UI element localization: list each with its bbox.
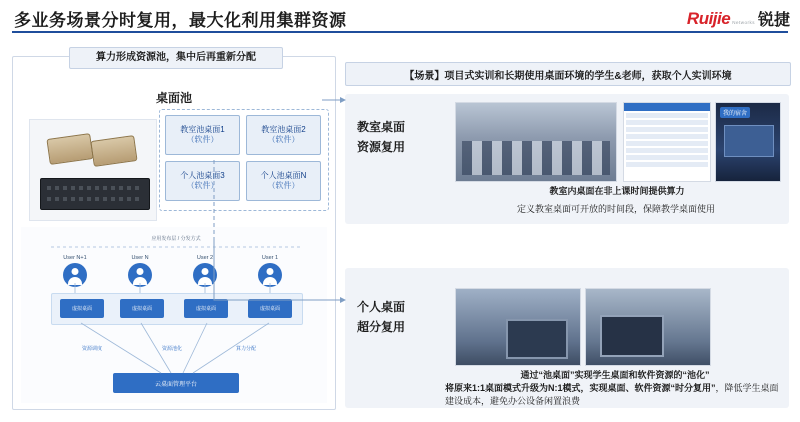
dorm-desktop-photo [715, 102, 781, 182]
dorm-badge-label: 我的宿舍 [720, 107, 750, 118]
table-header-bar [624, 103, 710, 111]
virtual-desktop-chip[interactable]: 虚拟桌面 [248, 299, 292, 318]
pool-box-label: 教室池桌面1 [180, 125, 225, 134]
virtual-desktop-chip[interactable]: 虚拟桌面 [60, 299, 104, 318]
pool-box-sublabel: （软件） [267, 181, 300, 190]
user-label: User N+1 [63, 255, 87, 261]
table-row [626, 155, 708, 160]
server-module-icon [46, 133, 93, 165]
pool-row [165, 161, 321, 201]
dorm-screen-icon [724, 125, 774, 157]
pool-row [165, 115, 321, 155]
personal-block-title-line1: 个人桌面 [357, 300, 406, 314]
personal-caption-mixed [445, 382, 785, 408]
virtual-desktop-chip[interactable]: 虚拟桌面 [120, 299, 164, 318]
header-divider [12, 31, 788, 33]
classroom-reuse-block [345, 94, 789, 224]
user-label: User 1 [261, 255, 279, 261]
desktop-pool-grid [165, 115, 321, 207]
table-row [626, 162, 708, 167]
diagram-connectors [21, 227, 327, 403]
architecture-diagram [21, 227, 327, 403]
table-row [626, 127, 708, 132]
pool-box-personal-3[interactable] [165, 161, 240, 201]
personal-caption-bold: 将原来1:1桌面模式升级为N:1模式，实现桌面、软件资源“时分复用” [445, 383, 716, 393]
table-row [626, 141, 708, 146]
classroom-block-title-line1: 教室桌面 [357, 120, 406, 134]
scenario-banner: 【场景】项目式实训和长期使用桌面环境的学生&老师，获取个人实训环境 [345, 62, 791, 86]
personal-caption-rest: ，降低学生桌面建设成本，避免办公设备闲置浪费 [445, 383, 779, 407]
server-module-icon [90, 135, 137, 167]
pool-box-sublabel: （软件） [267, 135, 300, 144]
pool-box-sublabel: （软件） [186, 135, 219, 144]
pool-box-label: 个人池桌面3 [180, 171, 225, 180]
table-row [626, 148, 708, 153]
diagram-top-label: 应用发布层 / 分发方式 [151, 236, 201, 242]
pool-box-classroom-1[interactable] [165, 115, 240, 155]
personal-desktop-photo-2 [585, 288, 711, 366]
pool-caption: 算力形成资源池，集中后再重新分配 [69, 47, 283, 69]
diagram-mid-label: 算力分配 [235, 346, 256, 352]
table-row [626, 134, 708, 139]
pool-box-classroom-2[interactable] [246, 115, 321, 155]
personal-desktop-photo-1 [455, 288, 581, 366]
classroom-photo [455, 102, 617, 182]
classroom-caption-strong: 教室内桌面在非上课时间提供算力 [549, 186, 685, 196]
virtual-desktop-chip[interactable]: 虚拟桌面 [184, 299, 228, 318]
table-row [626, 113, 708, 118]
personal-caption-strong: 通过“池桌面”实现学生桌面和软件资源的“池化” [520, 370, 710, 380]
logo-mark-text: Ruijie [686, 8, 731, 28]
personal-reuse-block [345, 268, 789, 408]
pool-box-label: 个人池桌面N [260, 171, 307, 180]
page-title: 多业务场景分时复用，最大化利用集群资源 [14, 11, 347, 30]
pool-box-label: 教室池桌面2 [261, 125, 306, 134]
desktop-pool-title: 桌面池 [155, 91, 192, 105]
personal-block-title-line2: 超分复用 [357, 320, 406, 334]
server-hardware-photo [29, 119, 157, 221]
resource-pool-panel [12, 52, 336, 410]
cloud-desktop-platform-band: 云桌面管理平台 [113, 373, 239, 393]
classroom-block-title-line2: 资源复用 [357, 140, 406, 154]
diagram-mid-label: 资源调度 [81, 346, 102, 352]
logo-sub-text: Networks [732, 19, 755, 25]
table-rows [624, 111, 710, 169]
brand-logo [687, 7, 790, 30]
schedule-table-photo [623, 102, 711, 182]
table-row [626, 120, 708, 125]
slide-header [0, 0, 800, 38]
user-label: User 2 [196, 255, 214, 261]
logo-cn-text: 锐捷 [757, 12, 790, 29]
diagram-mid-label: 资源池化 [161, 346, 182, 352]
pool-box-personal-n[interactable] [246, 161, 321, 201]
server-rack-icon [40, 178, 150, 210]
user-label: User N [131, 255, 149, 261]
classroom-caption-normal: 定义教室桌面可开放的时间段，保障教学桌面使用 [516, 204, 715, 214]
pool-box-sublabel: （软件） [186, 181, 219, 190]
